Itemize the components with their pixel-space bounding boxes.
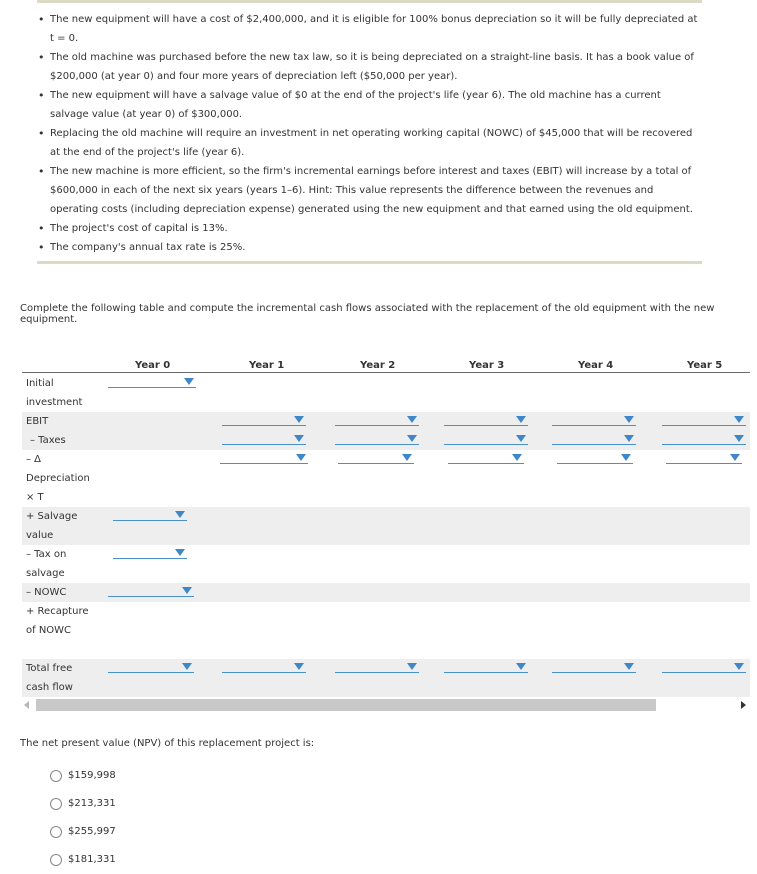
dropdown-ebit-y3[interactable]	[444, 414, 528, 426]
chevron-down-icon	[407, 416, 417, 423]
scroll-left-icon[interactable]	[24, 701, 29, 709]
row-label-taxes: – Taxes	[30, 435, 66, 446]
dropdown-depreciation-y2[interactable]	[338, 452, 414, 464]
chevron-down-icon	[175, 511, 185, 518]
chevron-down-icon	[734, 663, 744, 670]
chevron-down-icon	[182, 663, 192, 670]
dropdown-depreciation-y3[interactable]	[448, 452, 524, 464]
chevron-down-icon	[621, 454, 631, 461]
col-header-year-0: Year 0	[135, 360, 171, 371]
col-header-year-1: Year 1	[249, 360, 285, 371]
npv-option-label[interactable]: $181,331	[68, 854, 116, 865]
dropdown-taxes-y5[interactable]	[662, 433, 746, 445]
radio-button[interactable]	[50, 798, 62, 810]
dropdown-ebit-y1[interactable]	[222, 414, 306, 426]
chevron-down-icon	[516, 416, 526, 423]
npv-option-label[interactable]: $213,331	[68, 798, 116, 809]
chevron-down-icon	[294, 416, 304, 423]
row-label-tax-on-salvage: – Tax on salvage	[26, 549, 67, 579]
dropdown-total-fcf-y1[interactable]	[222, 661, 306, 673]
radio-button[interactable]	[50, 854, 62, 866]
dropdown-nowc-y0[interactable]	[108, 585, 194, 597]
col-header-year-5: Year 5	[687, 360, 723, 371]
chevron-down-icon	[294, 435, 304, 442]
assumption-list	[38, 10, 700, 257]
row-label-ebit: EBIT	[26, 416, 49, 427]
dropdown-ebit-y4[interactable]	[552, 414, 636, 426]
dropdown-ebit-y2[interactable]	[335, 414, 419, 426]
chevron-down-icon	[624, 435, 634, 442]
dropdown-initial-investment-y0[interactable]	[108, 376, 196, 388]
chevron-down-icon	[407, 663, 417, 670]
chevron-down-icon	[624, 416, 634, 423]
dropdown-ebit-y5[interactable]	[662, 414, 746, 426]
dropdown-total-fcf-y5[interactable]	[662, 661, 746, 673]
chevron-down-icon	[730, 454, 740, 461]
col-header-year-3: Year 3	[469, 360, 505, 371]
row-label-salvage-value: + Salvage value	[26, 511, 78, 541]
dropdown-depreciation-y5[interactable]	[666, 452, 742, 464]
dropdown-taxes-y3[interactable]	[444, 433, 528, 445]
bottom-rule	[37, 261, 702, 264]
dropdown-taxes-y4[interactable]	[552, 433, 636, 445]
chevron-down-icon	[407, 435, 417, 442]
npv-option-label[interactable]: $159,998	[68, 770, 116, 781]
col-header-year-2: Year 2	[360, 360, 396, 371]
instruction-text: Complete the following table and compute the incremental cash flows associated with the replacement of the old equipment with the new equipment.	[20, 303, 715, 325]
row-label-delta-depreciation: – Δ Depreciation × T	[26, 454, 90, 503]
dropdown-total-fcf-y2[interactable]	[335, 661, 419, 673]
dropdown-total-fcf-y4[interactable]	[552, 661, 636, 673]
npv-question: The net present value (NPV) of this replacement project is:	[20, 738, 315, 749]
assumption-item: • The project's cost of capital is 13%.	[38, 222, 228, 235]
col-header-year-4: Year 4	[578, 360, 614, 371]
dropdown-total-fcf-y3[interactable]	[444, 661, 528, 673]
assumption-item: • The old machine was purchased before the new tax law, so it is being depreciated on a straight-line basis. It has a book value of $200,000 (at year 0) and four more years of depreciation left ($50,000 per year).	[38, 51, 694, 82]
chevron-down-icon	[175, 549, 185, 556]
row-label-total-fcf: Total free cash flow	[26, 663, 73, 693]
dropdown-depreciation-y4[interactable]	[557, 452, 633, 464]
chevron-down-icon	[184, 378, 194, 385]
radio-button[interactable]	[50, 770, 62, 782]
dropdown-total-fcf-y0[interactable]	[108, 661, 194, 673]
chevron-down-icon	[296, 454, 306, 461]
chevron-down-icon	[516, 663, 526, 670]
chevron-down-icon	[516, 435, 526, 442]
assumption-item: • The new equipment will have a salvage value of $0 at the end of the project's life (year 6). The old machine has a current salvage value (at year 0) of $300,000.	[38, 89, 661, 120]
chevron-down-icon	[402, 454, 412, 461]
dropdown-tax-on-salvage-y0[interactable]	[113, 547, 187, 559]
assumption-item: • Replacing the old machine will require an investment in net operating working capital (NOWC) of $45,000 that will be recovered at the end of the project's life (year 6).	[38, 127, 693, 158]
chevron-down-icon	[734, 435, 744, 442]
row-label-nowc: – NOWC	[26, 587, 67, 598]
dropdown-salvage-value-y0[interactable]	[113, 509, 187, 521]
chevron-down-icon	[512, 454, 522, 461]
row-label-recapture-nowc: + Recapture of NOWC	[26, 606, 89, 636]
dropdown-taxes-y1[interactable]	[222, 433, 306, 445]
scrollbar-thumb[interactable]	[36, 699, 656, 711]
assumption-item: • The new machine is more efficient, so the firm's incremental earnings before interest and taxes (EBIT) will increase by a total of $600,000 in each of the next six years (years 1–6). Hint: This value represents the difference between the revenues and operating costs (including depreciation expense) generated using the new equipment and that earned using the old equipment.	[38, 165, 693, 215]
header-divider	[22, 372, 750, 373]
scroll-right-icon[interactable]	[741, 701, 746, 709]
chevron-down-icon	[624, 663, 634, 670]
top-rule	[37, 0, 702, 3]
chevron-down-icon	[734, 416, 744, 423]
chevron-down-icon	[294, 663, 304, 670]
table-horizontal-scrollbar[interactable]	[22, 698, 750, 712]
assumption-item: • The company's annual tax rate is 25%.	[38, 241, 246, 254]
dropdown-depreciation-y1[interactable]	[220, 452, 308, 464]
radio-button[interactable]	[50, 826, 62, 838]
assumption-item: • The new equipment will have a cost of $2,400,000, and it is eligible for 100% bonus depreciation so it will be fully depreciated at t = 0.	[38, 13, 698, 44]
row-label-initial-investment: Initial investment	[26, 378, 83, 408]
dropdown-taxes-y2[interactable]	[335, 433, 419, 445]
npv-option-label[interactable]: $255,997	[68, 826, 116, 837]
chevron-down-icon	[182, 587, 192, 594]
